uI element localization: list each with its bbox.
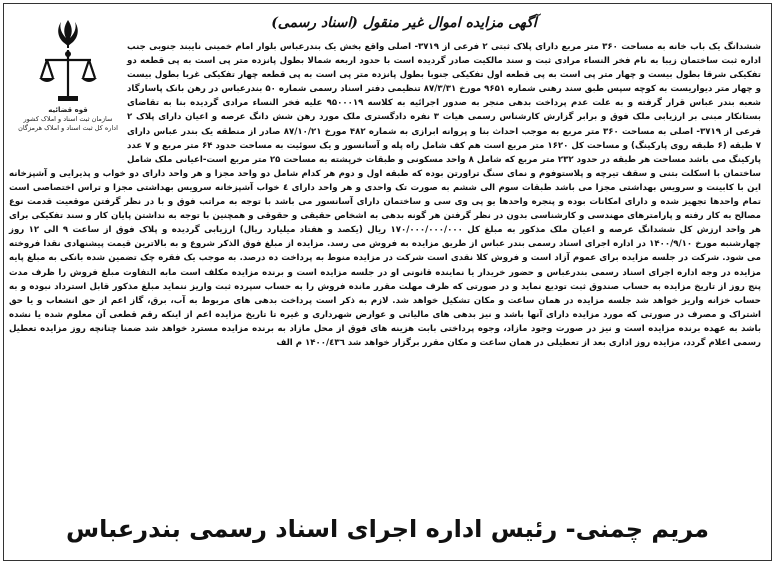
emblem-org-line3: اداره کل ثبت اسناد و املاک هرمزگان (18, 124, 118, 132)
emblem-org-line2: سازمان ثبت اسناد و املاک کشور (23, 115, 113, 123)
emblem-org-line1: قوه قضائیه (48, 106, 88, 114)
notice-page (3, 3, 772, 561)
emblem-spacer (9, 40, 127, 160)
notice-title: آگهی مزایده اموال غیر منقول (اسناد رسمی) (271, 15, 537, 31)
notice-body-text: ششدانگ یک باب خانه به مساحت ۳۶۰ متر مربع دارای پلاک ثبتی ۲ فرعی از ۳۷۱۹- اصلی واقع بخش یک بندرعباس بلوار امام خمینی نایبند جنوبی جنب اداره ثبت ساختمان زیبا به نام فخر النساء مرادی ثبت و سند مالکیت صادر گردیده است با حدود اربعه شمالا بطول پانزده متر پی است به پی قطعه دو تفکیکی شرقا بطول بیست و چهار متر پی است به پی قطعه اول تفکیکی جنوبا بطول پانزده متر پی است به پی قطعه چهار تفکیکی غربا بطول بیست و چهار متر دیواریست به کوچه سپس طبق سند رهنی شماره ۹۶۵۱ مورخ ۸۷/۳/۳۱ تنظیمی دفتر اسناد رسمی شماره ۵۰ بندرعباس در رهن بانک پاسارگاد شعبه بندر عباس قرار گرفته و به علت عدم پرداخت بدهی منجر به صدور اجرائیه به کلاسه ۹۵۰۰۰۱۹ علیه فخر النساء مرادی گردیده بنا به تقاضای بستانکار مبنی بر ارزیابی ملک فوق و برابر گزارش کارشناس رسمی هیات ۳ نفره دادگستری ملک مورد رهن شش دانگ عرصه و اعیان دارای پلاک ۲ فرعی از ۳۷۱۹- اصلی به مساحت ۳۶۰ متر مربع به موجب احداث بنا و پروانه ابرازی به شماره ۴۸۲ مورخ ۸۷/۱۰/۲۱ صادر از منطقه یک بندر عباس دارای ۷ طبقه (۶ طبقه روی پارکینگ) و مساحت کل ۱۶۲۰ متر مربع است هم کف شامل راه پله و آسانسور و یک سوئیت به مساحت حدود ۶۴ متر مربع و ۷ عدد پارکینگ می باشد مساحت هر طبقه در حدود ۲۳۲ متر مربع که شامل ۸ واحد مسکونی و طبقات خرپشته به مساحت ۲۵ متر مربع است-اعیانی ملک شامل ساختمان با اسکلت بتنی و سقف تیرچه و پلاستوفوم و نمای سنگ تراورتن بوده که طبقه اول و دوم هر کدام شامل دو واحد مجزا و هر واحد دارای دو خواب و پذیرایی و آشپزخانه این با کابینت و سرویس بهداشتی مجزا می باشد طبقات سوم الی ششم به صورت تک واحدی و هر واحد دارای ٤ خواب آشپزخانه سرویس بهداشتی مجزا و تراس اختصاصی است تمام واحدها تجهیز شده و دارای امکانات بوده و پنجره واحدها یو پی وی سی و ساختمان دارای آسانسور می باشد با توجه به مراتب فوق و با در نظر گرفتن موقعیت قدمت نوع مصالح به کار رفته و پارامترهای مهندسی و کارشناسی بدون در نظر گرفتن هر گونه بدهی به اشخاص حقیقی و حقوقی و همچنین با توجه به نداشتن پایان کار و سند تفکیکی برای هر واحد ارزش کل ششدانگ عرصه و اعیان ملک مذکور به مبلغ کل ۱۷۰/۰۰۰/۰۰۰/۰۰۰ ریال (یکصد و هفتاد میلیارد ریال) ارزیابی گردیده و پلاک فوق از ساعت ۹ الی ۱۲ روز چهارشنبه مورخ ۱۴۰۰/۹/۱۰ در اداره اجرای اسناد رسمی بندر عباس از طریق مزایده به فروش می رسد. مزایده از مبلغ فوق الذکر شروع و به بالاترین قیمت پیشنهادی نقدا فروخته می شود. شرکت در جلسه مزایده برای عموم آزاد است و فروش کلا نقدی است شرکت در مزایده منوط به پرداخت ده درصد. به موجب یک فقره چک تضمین شده بانکی به مبلغ پایه مزایده در وجه اداره اجرای اسناد رسمی بندرعباس و حضور خریدار یا نماینده قانونی او در جلسه مزایده است و برنده مزایده مکلف است مابه التفاوت مبلغ فروش را ظرف مدت پنج روز از تاریخ مزایده به حساب صندوق ثبت تودیع نماید و در صورتی که ظرف مهلت مقرر مانده فروش را به حساب سپرده ثبت واریز ننماید مبلغ مذکور قابل استرداد نبوده و به حساب خزانه واریز خواهد شد جلسه مزایده در همان ساعت و مکان تشکیل خواهد شد. لازم به ذکر است پرداخت بدهی های مربوط به آب، برق، گاز اعم از حق انشعاب و یا حق اشتراک و مصرف در صورتی که مورد مزایده دارای آنها باشد و نیز بدهی های مالیاتی و عوارض شهرداری و غیره تا تاریخ مزایده اعم از اینکه رقم قطعی آن معلوم شده یا نشده باشد به عهده برنده مزایده است و نیز در صورت وجود مازاد، وجوه پرداختی بابت هزینه های فوق از محل مازاد به برنده مزایده مسترد خواهد شد ضمنا چنانچه روز مزایده تعطیل رسمی اعلام گردد، مزایده روز اداری بعد از تعطیلی در همان ساعت و مکان مقرر برگزار خواهد شد ۱۴۰۰/٤٣٦ م الف (9, 42, 762, 348)
notice-signature: مریم چمنی- رئیس اداره اجرای اسناد رسمی بندرعباس (65, 515, 710, 543)
notice-body (9, 40, 761, 350)
